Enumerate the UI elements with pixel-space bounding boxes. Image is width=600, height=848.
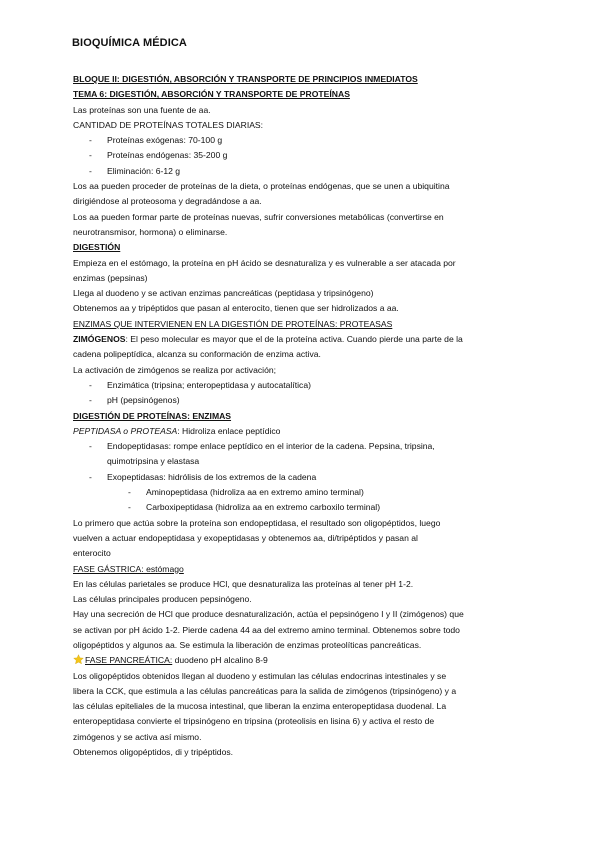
- dash-bullet: -: [128, 502, 131, 513]
- paragraph-line: se activan por pH ácido 1-2. Pierde cadena 44 aa del extremo amino terminal. Obtenemos sobre todo: [73, 624, 460, 635]
- dash-bullet: -: [89, 471, 92, 482]
- list-item-text: Proteínas endógenas: 35-200 g: [107, 150, 228, 161]
- paragraph-line: CANTIDAD DE PROTEÍNAS TOTALES DIARIAS:: [73, 119, 264, 130]
- list-item-text: Exopeptidasas: hidrólisis de los extremos de la cadena: [107, 471, 317, 482]
- term-zimogenos: ZIMÓGENOS: [73, 334, 126, 345]
- section-heading-digestion: DIGESTIÓN: [73, 242, 121, 253]
- dash-bullet: -: [89, 165, 92, 176]
- paragraph-line: enzimas (pepsinas): [73, 272, 148, 283]
- paragraph-line: dirigiéndose al proteosoma y degradándose a aa.: [73, 196, 262, 207]
- term-peptidasa: PEPTIDASA o PROTEASA: [73, 425, 178, 436]
- list-item-text: Eliminación: 6-12 g: [107, 165, 181, 176]
- paragraph-line: Empieza en el estómago, la proteína en pH ácido se desnaturaliza y es vulnerable a ser atacada por: [73, 257, 456, 268]
- section-heading-pancreatic-phase: [73, 653, 533, 668]
- block-title: BLOQUE II: DIGESTIÓN, ABSORCIÓN Y TRANSPORTE DE PRINCIPIOS INMEDIATOS: [73, 74, 418, 84]
- paragraph-line: vuelven a actuar endopeptidasa y exopeptidasas y obtenemos aa, di/tripéptidos y pasan al: [73, 532, 418, 543]
- paragraph-line: Obtenemos oligopéptidos, di y tripéptidos.: [73, 747, 234, 758]
- list-item: [73, 148, 533, 163]
- topic-title: TEMA 6: DIGESTIÓN, ABSORCIÓN Y TRANSPORTE DE PROTEÍNAS: [73, 89, 350, 100]
- paragraph-line: [73, 424, 533, 439]
- paragraph-line: enteropeptidasa convierte el tripsinógeno en tripsina (proteolisis en lisina 6) y activa el resto de: [73, 716, 435, 727]
- term-definition: : Hidroliza enlace peptídico: [177, 425, 281, 436]
- term-definition: : El peso molecular es mayor que el de la proteína activa. Cuando pierde una parte de la: [125, 334, 463, 345]
- list-item-text: quimotripsina y elastasa: [107, 456, 200, 467]
- list-item-continuation: [73, 454, 533, 469]
- sub-list-item: [73, 500, 533, 515]
- paragraph-line: Hay una secreción de HCl que produce desnaturalización, actúa el pepsinógeno I y II (zimógenos) que: [73, 609, 464, 620]
- list-item: [73, 164, 533, 179]
- paragraph-line: Los aa pueden proceder de proteínas de la dieta, o proteínas endógenas, que se unen a ubiquitina: [73, 181, 450, 192]
- dash-bullet: -: [128, 487, 131, 498]
- list-item: [73, 470, 533, 485]
- list-item-text: Aminopeptidasa (hidroliza aa en extremo amino terminal): [146, 487, 364, 498]
- section-heading-gastric-phase: FASE GÁSTRICA: estómago: [73, 563, 184, 574]
- list-item-text: Endopeptidasas: rompe enlace peptídico en el interior de la cadena. Pepsina, tripsina,: [107, 441, 435, 452]
- paragraph-line: Obtenemos aa y tripéptidos que pasan al enterocito, tienen que ser hidrolizados a aa.: [73, 303, 399, 314]
- section-heading-protein-digestion: DIGESTIÓN DE PROTEÍNAS: ENZIMAS: [73, 410, 232, 421]
- dash-bullet: -: [89, 150, 92, 161]
- dash-bullet: -: [89, 135, 92, 146]
- paragraph-line: [73, 332, 533, 347]
- paragraph-line: Las células principales producen pepsinógeno.: [73, 594, 252, 605]
- list-item-text: pH (pepsinógenos): [107, 395, 180, 406]
- list-item: [73, 378, 533, 393]
- paragraph-line: cadena polipeptídica, alcanza su conformación de enzima activa.: [73, 349, 321, 360]
- paragraph-line: las células epiteliales de la mucosa intestinal, que liberan la enzima enteropeptidasa duodenal. La: [73, 701, 447, 712]
- dash-bullet: -: [89, 441, 92, 452]
- document-header: BIOQUÍMICA MÉDICA: [72, 37, 187, 49]
- list-item-text: Proteínas exógenas: 70-100 g: [107, 135, 223, 146]
- list-item: [73, 133, 533, 148]
- paragraph-line: enterocito: [73, 548, 111, 559]
- list-item: [73, 439, 533, 454]
- paragraph-line: libera la CCK, que estimula a las células pancreáticas para la salida de zimógenos (tripsinógeno) y a: [73, 685, 457, 696]
- paragraph-line: Las proteínas son una fuente de aa.: [73, 104, 211, 115]
- document-body: [73, 72, 533, 760]
- dash-bullet: -: [89, 395, 92, 406]
- sub-list-item: [73, 485, 533, 500]
- pancreatic-phase-text: duodeno pH alcalino 8-9: [172, 655, 268, 666]
- paragraph-line: Los oligopéptidos obtenidos llegan al duodeno y estimulan las células endocrinas intestinales y se: [73, 670, 447, 681]
- paragraph-line: zimógenos y se activa así mismo.: [73, 731, 202, 742]
- list-item: [73, 393, 533, 408]
- paragraph-line: oligopéptidos y algunos aa. Se estimula la liberación de enzimas proteolíticas pancreáticas.: [73, 639, 422, 650]
- pancreatic-phase-label: FASE PANCREÁTICA:: [85, 655, 173, 666]
- section-heading-enzymes: ENZIMAS QUE INTERVIENEN EN LA DIGESTIÓN DE PROTEÍNAS: PROTEASAS: [73, 318, 393, 329]
- paragraph-line: La activación de zimógenos se realiza por activación;: [73, 364, 277, 375]
- list-item-text: Enzimática (tripsina; enteropeptidasa y autocatalítica): [107, 379, 311, 390]
- paragraph-line: Lo primero que actúa sobre la proteína son endopeptidasa, el resultado son oligopéptidos, luego: [73, 517, 441, 528]
- paragraph-line: Llega al duodeno y se activan enzimas pancreáticas (peptidasa y tripsinógeno): [73, 288, 374, 299]
- paragraph-line: En las células parietales se produce HCl, que desnaturaliza las proteínas al tener pH 1-2.: [73, 578, 414, 589]
- paragraph-line: Los aa pueden formar parte de proteínas nuevas, sufrir conversiones metabólicas (convertirse en: [73, 211, 444, 222]
- star-icon: [73, 654, 84, 665]
- list-item-text: Carboxipeptidasa (hidroliza aa en extremo carboxilo terminal): [146, 502, 381, 513]
- dash-bullet: -: [89, 379, 92, 390]
- paragraph-line: neurotransmisor, hormona) o eliminarse.: [73, 226, 228, 237]
